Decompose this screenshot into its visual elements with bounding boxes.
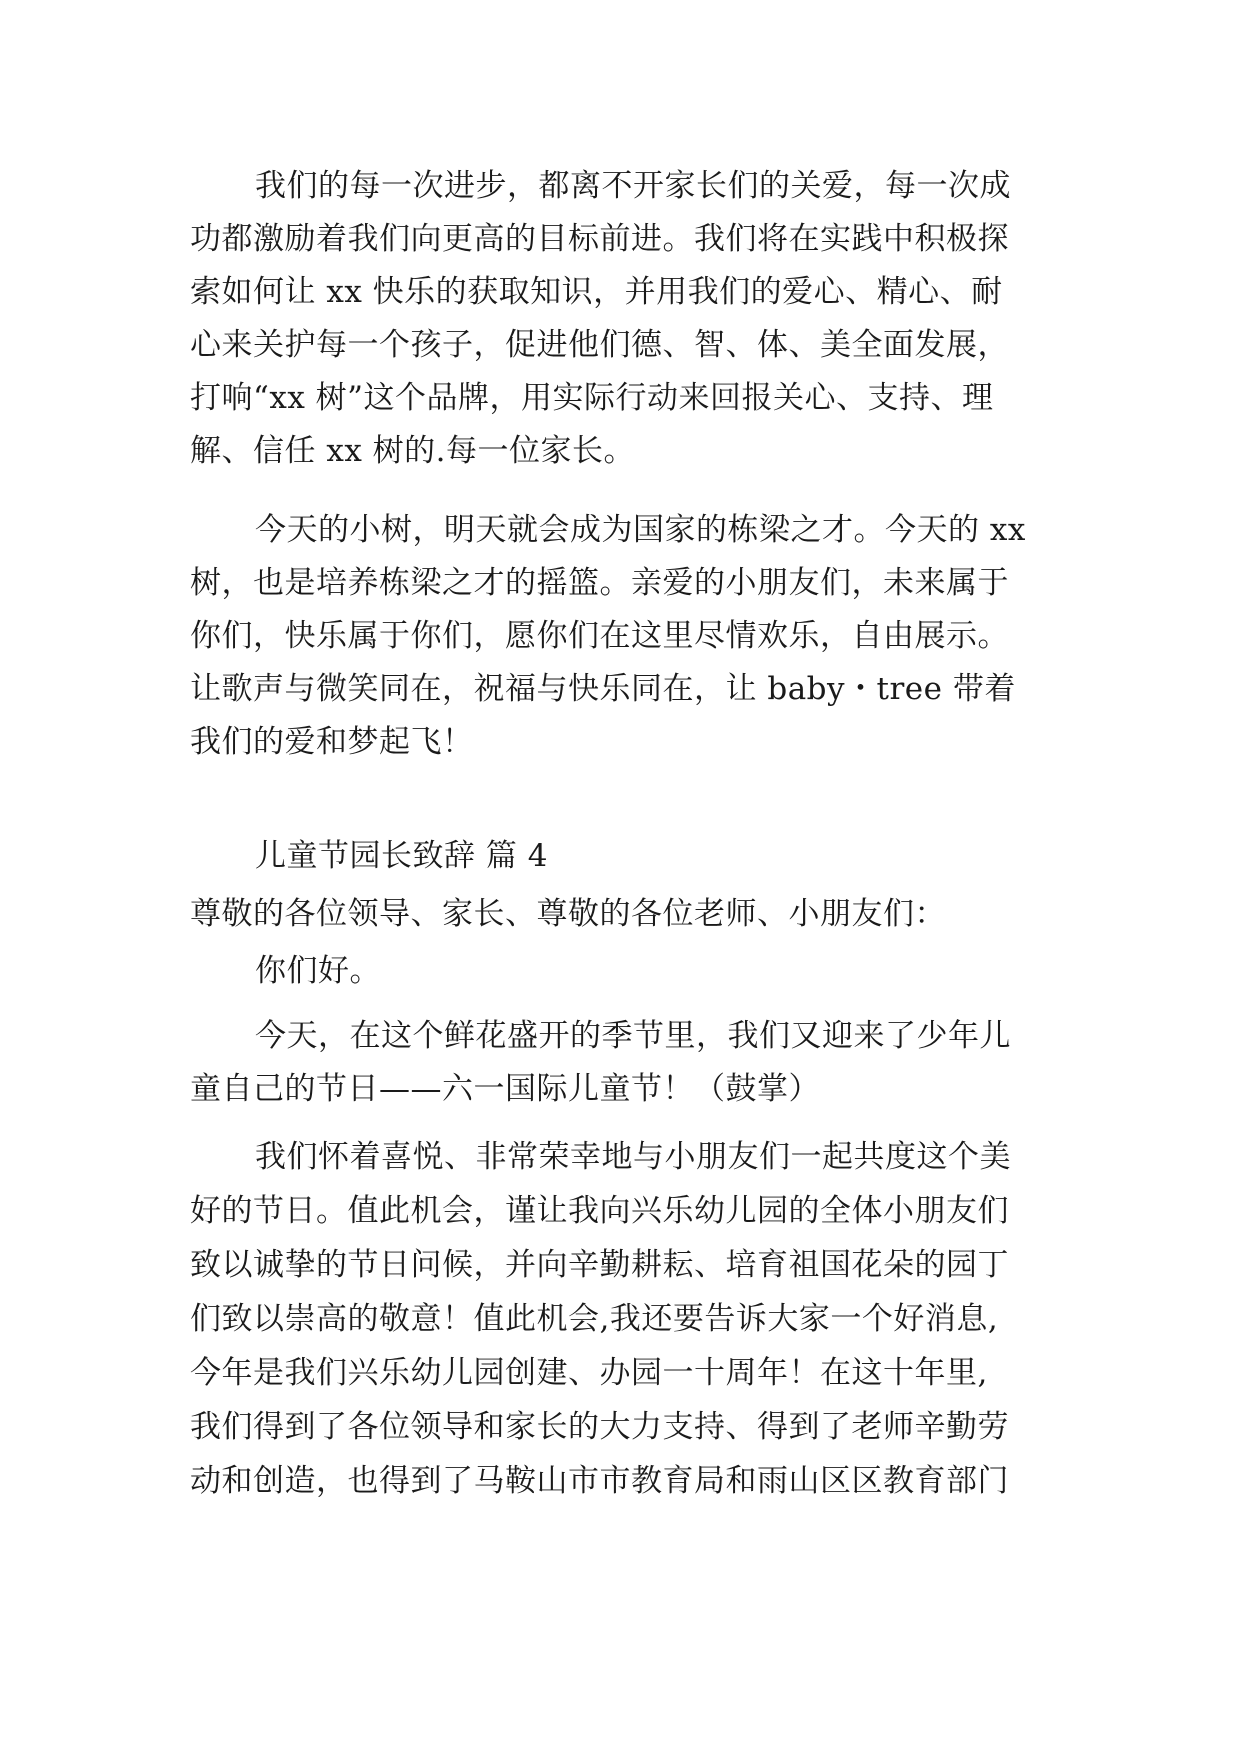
greeting: 你们好。: [255, 953, 381, 989]
paragraph-line: 心来关护每一个孩子，促进他们德、智、体、美全面发展，: [190, 327, 1009, 363]
paragraph-line: 我们得到了各位领导和家长的大力支持、得到了老师辛勤劳: [190, 1409, 1009, 1445]
paragraph-line: 我们怀着喜悦、非常荣幸地与小朋友们一起共度这个美: [255, 1139, 1011, 1175]
salutation: 尊敬的各位领导、家长、尊敬的各位老师、小朋友们：: [190, 896, 946, 932]
paragraph-line: 打响“xx 树”这个品牌，用实际行动来回报关心、支持、理: [190, 380, 994, 416]
paragraph-line: 索如何让 xx 快乐的获取知识，并用我们的爱心、精心、耐: [190, 274, 1003, 310]
paragraph-line: 我们的每一次进步，都离不开家长们的关爱，每一次成: [255, 168, 1011, 204]
paragraph-line: 让歌声与微笑同在，祝福与快乐同在，让 baby・tree 带着: [190, 671, 1016, 707]
paragraph-line: 们致以崇高的敬意！值此机会,我还要告诉大家一个好消息,: [190, 1301, 999, 1337]
paragraph-line: 动和创造，也得到了马鞍山市市教育局和雨山区区教育部门: [190, 1463, 1009, 1499]
paragraph-line: 功都激励着我们向更高的目标前进。我们将在实践中积极探: [190, 221, 1009, 257]
paragraph-line: 解、信任 xx 树的.每一位家长。: [190, 433, 636, 469]
paragraph-line: 你们，快乐属于你们，愿你们在这里尽情欢乐，自由展示。: [190, 618, 1009, 654]
paragraph-line: 我们的爱和梦起飞！: [190, 724, 474, 760]
paragraph-line: 树，也是培养栋梁之才的摇篮。亲爱的小朋友们，未来属于: [190, 565, 1009, 601]
paragraph-line: 童自己的节日——六一国际儿童节！（鼓掌）: [190, 1071, 820, 1107]
section-heading: 儿童节园长致辞 篇 4: [255, 838, 548, 874]
paragraph-line: 致以诚挚的节日问候，并向辛勤耕耘、培育祖国花朵的园丁: [190, 1247, 1009, 1283]
paragraph-line: 好的节日。值此机会，谨让我向兴乐幼儿园的全体小朋友们: [190, 1193, 1009, 1229]
paragraph-line: 今天的小树，明天就会成为国家的栋梁之才。今天的 xx: [255, 512, 1026, 548]
paragraph-line: 今年是我们兴乐幼儿园创建、办园一十周年！在这十年里,: [190, 1355, 988, 1391]
paragraph-line: 今天，在这个鲜花盛开的季节里，我们又迎来了少年儿: [255, 1018, 1011, 1054]
